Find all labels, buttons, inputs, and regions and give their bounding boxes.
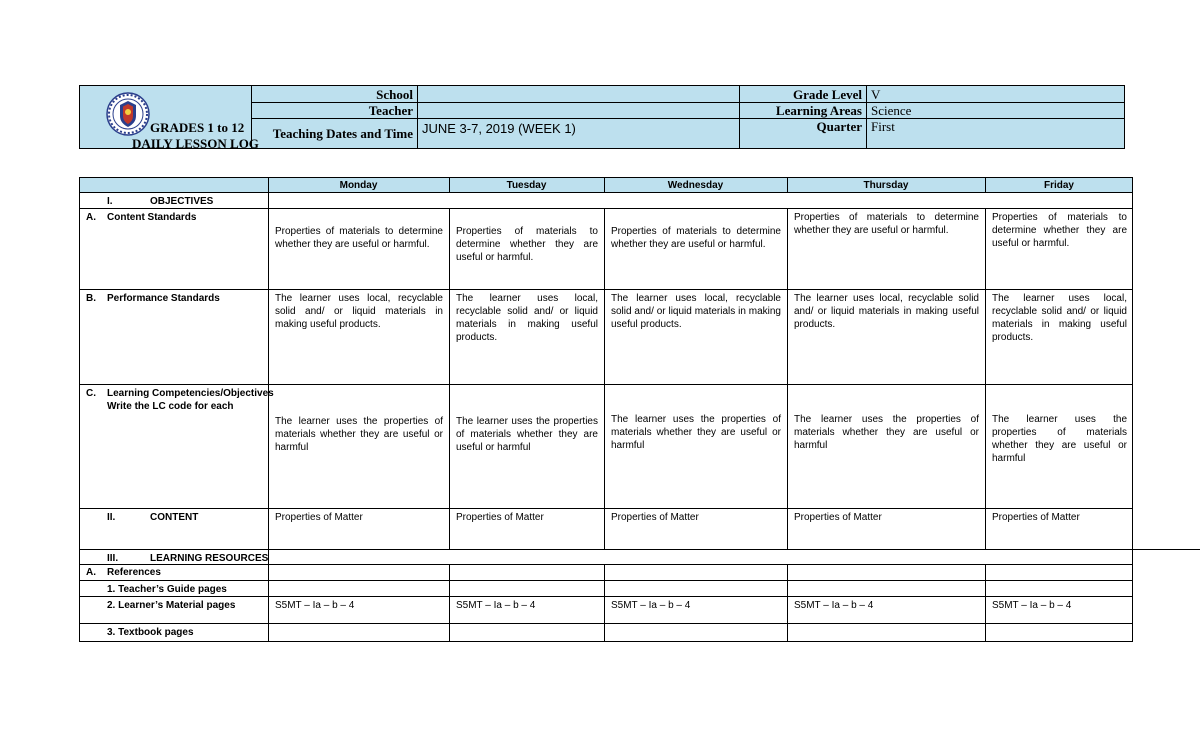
competencies-letter: C.	[86, 388, 96, 399]
school-label: School	[376, 87, 413, 102]
references-letter: A.	[86, 567, 96, 578]
learners-material-wednesday: S5MT – Ia – b – 4	[611, 600, 691, 611]
performance-standards-wednesday: The learner uses local, recyclable solid and/ or liquid materials in making useful products.	[611, 293, 781, 330]
content-numeral: II.	[107, 512, 116, 523]
learning-resources-heading: LEARNING RESOURCES	[150, 553, 269, 564]
learning-areas-field[interactable]: Science	[871, 103, 912, 118]
learning-resources-numeral: III.	[107, 553, 119, 564]
content-standards-monday: Properties of materials to determine whether they are useful or harmful.	[275, 226, 443, 250]
competencies-label: Learning Competencies/Objectives	[107, 388, 274, 399]
competencies-wednesday: The learner uses the properties of materials whether they are useful or harmful	[611, 414, 781, 451]
dates-field[interactable]: JUNE 3-7, 2019 (WEEK 1)	[422, 121, 576, 136]
competencies-friday: The learner uses the properties of materials whether they are useful or harmful	[992, 414, 1127, 464]
content-tuesday: Properties of Matter	[456, 512, 544, 523]
content-standards-friday: Properties of materials to determine whether they are useful or harmful.	[992, 212, 1127, 249]
competencies-sublabel: Write the LC code for each	[107, 401, 234, 412]
content-heading: CONTENT	[150, 512, 199, 523]
learners-material-monday: S5MT – Ia – b – 4	[275, 600, 355, 611]
performance-standards-friday: The learner uses local, recyclable solid and/ or liquid materials in making useful products.	[992, 293, 1127, 343]
content-monday: Properties of Matter	[275, 512, 363, 523]
grade-level-field[interactable]: V	[871, 87, 881, 102]
teachers-guide-label: 1. Teacher’s Guide pages	[107, 584, 227, 595]
learners-material-label: 2. Learner’s Material pages	[107, 600, 236, 611]
learners-material-thursday: S5MT – Ia – b – 4	[794, 600, 874, 611]
performance-standards-letter: B.	[86, 293, 96, 304]
day-header-friday: Friday	[1043, 180, 1074, 191]
performance-standards-thursday: The learner uses local, recyclable solid and/ or liquid materials in making useful products.	[794, 293, 979, 330]
day-header-thursday: Thursday	[863, 180, 909, 191]
content-friday: Properties of Matter	[992, 512, 1080, 523]
grade-level-label: Grade Level	[793, 87, 862, 102]
textbook-label: 3. Textbook pages	[107, 627, 194, 638]
title-daily-lesson-log: DAILY LESSON LOG	[132, 136, 259, 151]
references-label: References	[107, 567, 161, 578]
content-standards-wednesday: Properties of materials to determine whether they are useful or harmful.	[611, 226, 781, 250]
content-standards-label: Content Standards	[107, 212, 197, 223]
content-thursday: Properties of Matter	[794, 512, 882, 523]
performance-standards-tuesday: The learner uses local, recyclable solid and/ or liquid materials in making useful products.	[456, 293, 598, 343]
performance-standards-monday: The learner uses local, recyclable solid and/ or liquid materials in making useful products.	[275, 293, 443, 330]
day-header-wednesday: Wednesday	[667, 180, 724, 191]
learners-material-friday: S5MT – Ia – b – 4	[992, 600, 1072, 611]
day-header-tuesday: Tuesday	[506, 180, 547, 191]
teacher-label: Teacher	[368, 103, 413, 118]
quarter-field[interactable]: First	[871, 119, 895, 134]
objectives-heading: OBJECTIVES	[150, 196, 214, 207]
title-grades: GRADES 1 to 12	[150, 120, 245, 135]
quarter-label: Quarter	[816, 119, 862, 134]
learners-material-tuesday: S5MT – Ia – b – 4	[456, 600, 536, 611]
learning-areas-label: Learning Areas	[775, 103, 862, 118]
content-standards-tuesday: Properties of materials to determine whether they are useful or harmful.	[456, 226, 598, 263]
competencies-monday: The learner uses the properties of materials whether they are useful or harmful	[275, 416, 443, 453]
day-header-monday: Monday	[339, 180, 378, 191]
competencies-tuesday: The learner uses the properties of materials whether they are useful or harmful	[456, 416, 598, 453]
content-standards-letter: A.	[86, 212, 96, 223]
dates-label: Teaching Dates and Time	[272, 126, 413, 141]
competencies-thursday: The learner uses the properties of materials whether they are useful or harmful	[794, 414, 979, 451]
objectives-numeral: I.	[107, 196, 113, 207]
content-wednesday: Properties of Matter	[611, 512, 699, 523]
content-standards-thursday: Properties of materials to determine whether they are useful or harmful.	[794, 212, 979, 236]
performance-standards-label: Performance Standards	[107, 293, 220, 304]
